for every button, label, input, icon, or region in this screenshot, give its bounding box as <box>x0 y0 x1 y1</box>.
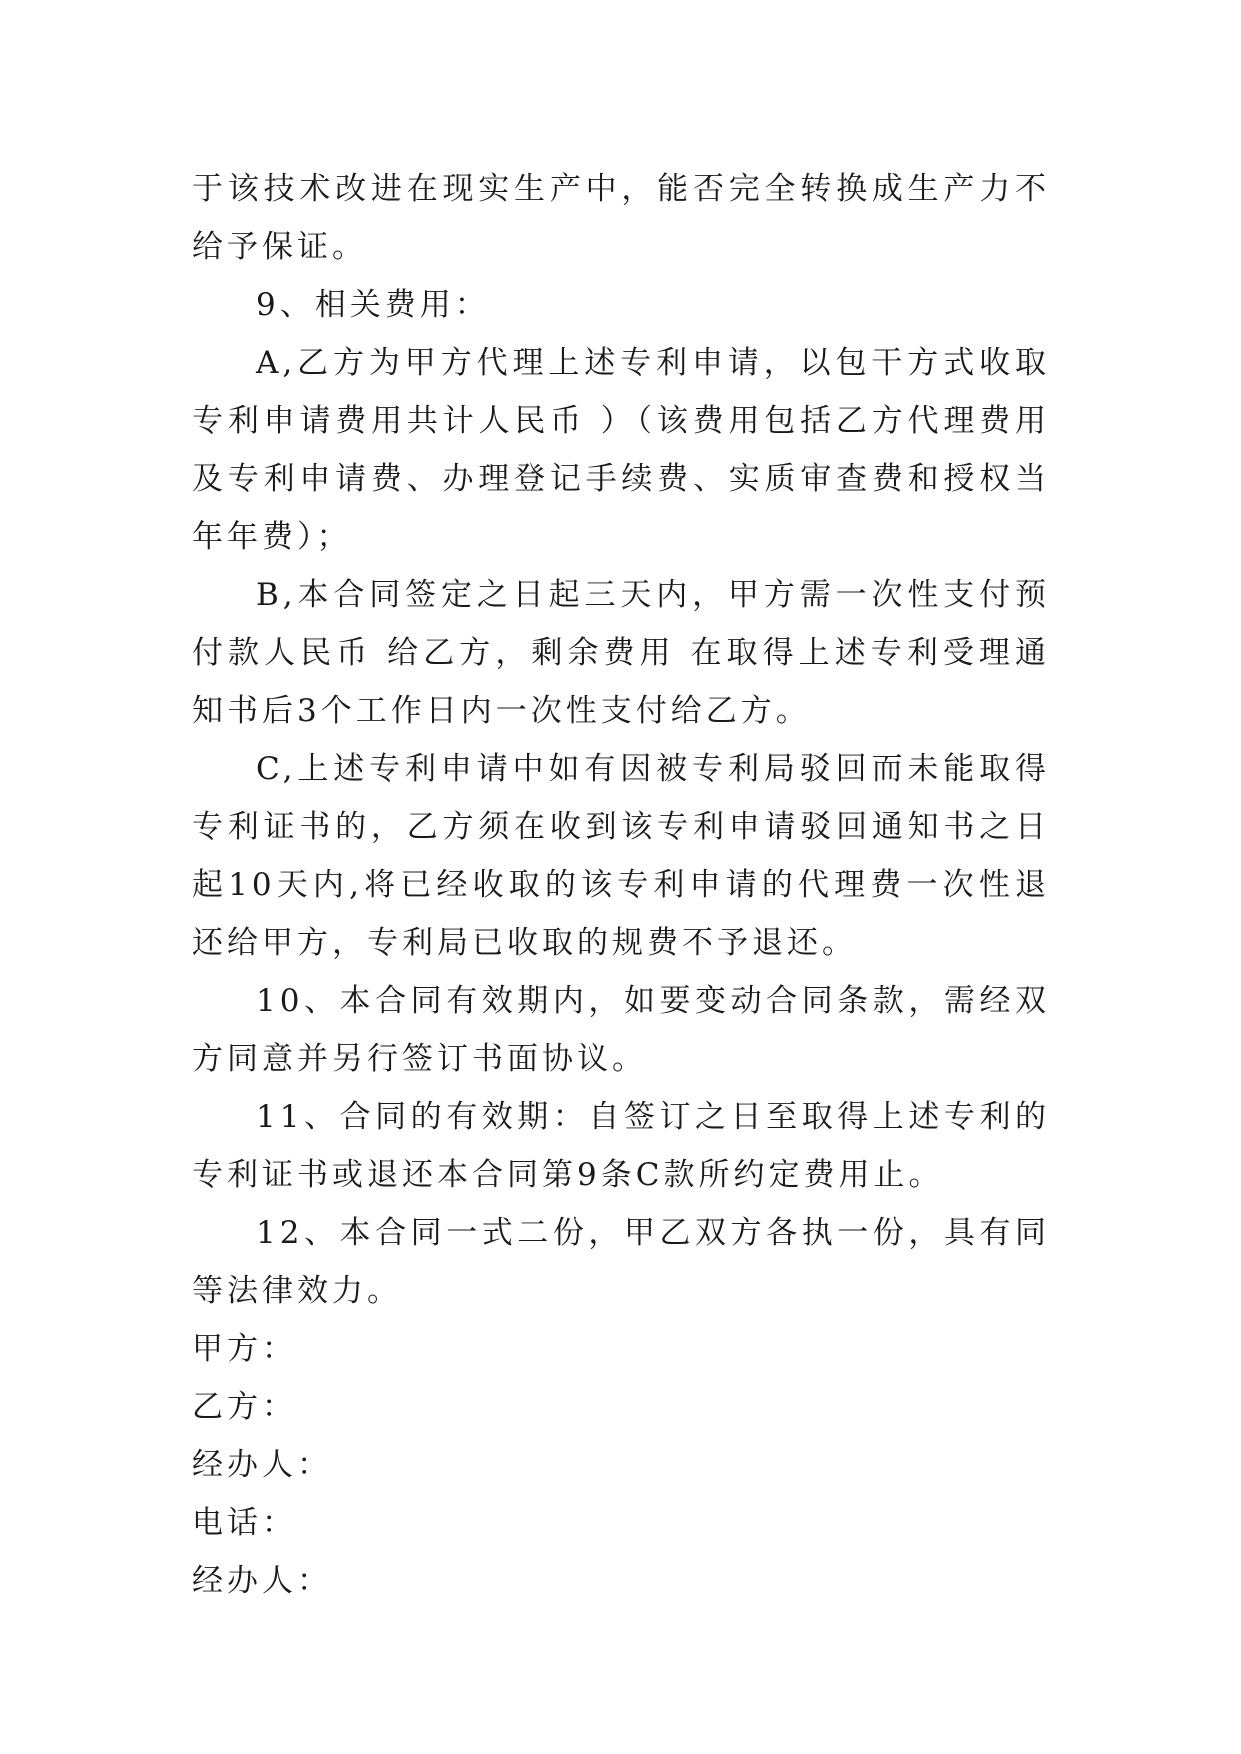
clause-12: 12、本合同一式二份，甲乙双方各执一份，具有同等法律效力。 <box>192 1215 1050 1309</box>
signature-party-b: 乙方： <box>192 1389 297 1425</box>
clause-9c: C,上述专利申请中如有因被专利局驳回而未能取得专利证书的，乙方须在收到该专利申请驳回通知书之日起10天内,将已经收取的该专利申请的代理费一次性退还给甲方，专利局已收取的规费不予退还。 <box>192 751 1050 961</box>
clause-11: 11、合同的有效期：自签订之日至取得上述专利的专利证书或退还本合同第9条C款所约定费用止。 <box>192 1099 1050 1193</box>
signature-phone: 电话： <box>192 1505 297 1541</box>
clause-9-heading: 9、相关费用： <box>256 287 490 323</box>
signature-party-a: 甲方： <box>192 1331 297 1367</box>
clause-9a: A,乙方为甲方代理上述专利申请，以包干方式收取专利申请费用共计人民币 ）（该费用包括乙方代理费用及专利申请费、办理登记手续费、实质审查费和授权当年年费）； <box>192 345 1050 555</box>
document-body <box>192 160 1050 1610</box>
paragraph-tech-guarantee: 于该技术改进在现实生产中，能否完全转换成生产力不给予保证。 <box>192 171 1050 265</box>
signature-handler-1: 经办人： <box>192 1447 332 1483</box>
signature-handler-2: 经办人： <box>192 1563 332 1599</box>
clause-10: 10、本合同有效期内，如要变动合同条款，需经双方同意并另行签订书面协议。 <box>192 983 1050 1077</box>
clause-9b: B,本合同签定之日起三天内，甲方需一次性支付预付款人民币 给乙方，剩余费用 在取得上述专利受理通知书后3个工作日内一次性支付给乙方。 <box>192 577 1050 729</box>
